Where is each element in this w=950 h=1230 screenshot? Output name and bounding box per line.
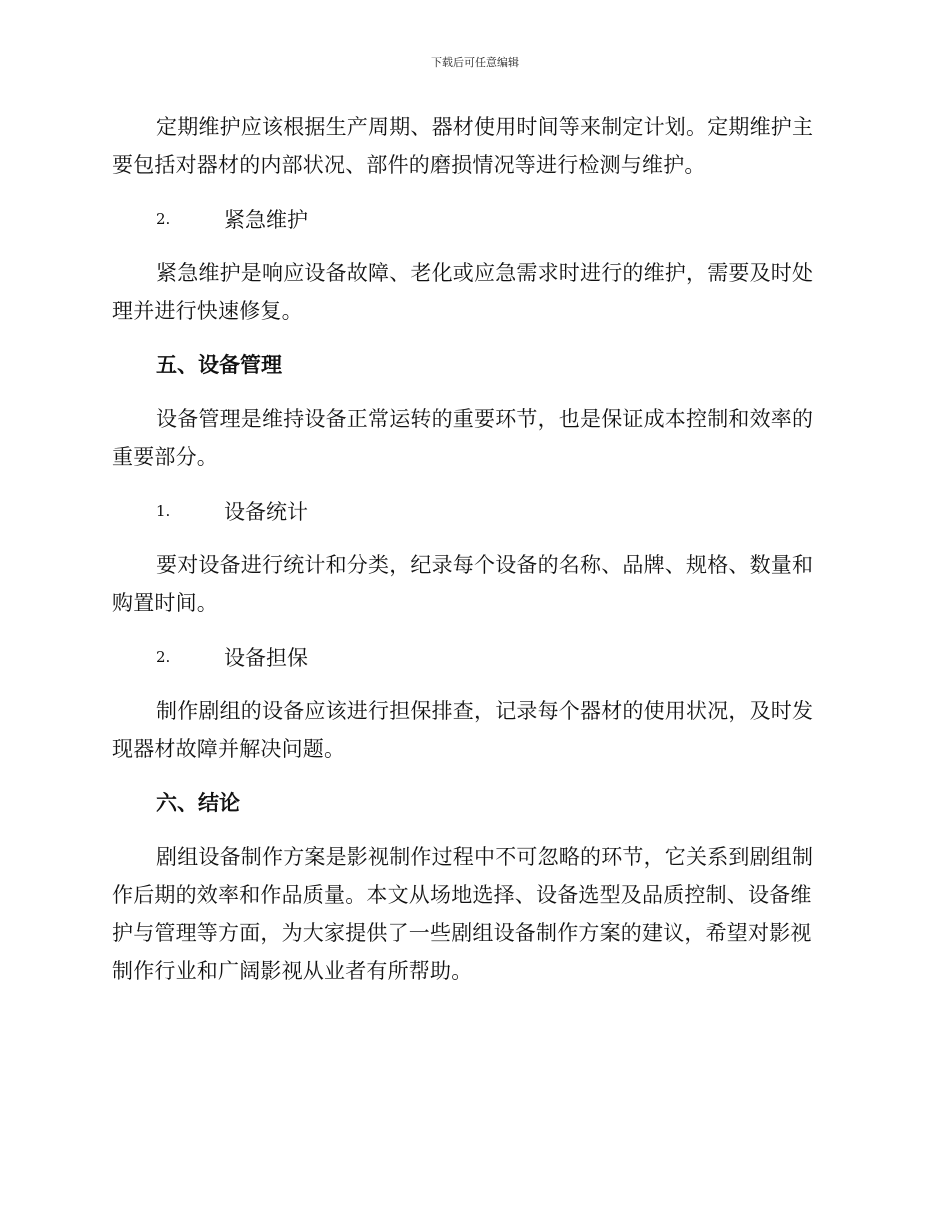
- list-item-emergency-maintenance: [112, 200, 832, 238]
- list-item-equipment-statistics: [112, 492, 832, 530]
- paragraph-equipment-statistics: 要对设备进行统计和分类，纪录每个设备的名称、品牌、规格、数量和购置时间。: [112, 553, 814, 615]
- header-note: 下载后可任意编辑: [431, 56, 519, 69]
- section-heading-equipment-management: 五、设备管理: [156, 353, 282, 377]
- paragraph-emergency-maintenance: 紧急维护是响应设备故障、老化或应急需求时进行的维护，需要及时处理并进行快速修复。: [112, 261, 814, 323]
- list-number: 2.: [156, 210, 171, 228]
- paragraph-equipment-guarantee: 制作剧组的设备应该进行担保排查，记录每个器材的使用状况，及时发现器材故障并解决问题。: [112, 699, 814, 761]
- paragraph-regular-maintenance: 定期维护应该根据生产周期、器材使用时间等来制定计划。定期维护主要包括对器材的内部状况、部件的磨损情况等进行检测与维护。: [112, 115, 814, 177]
- section-heading-conclusion: 六、结论: [156, 791, 240, 815]
- list-number: 2.: [156, 648, 171, 666]
- list-number: 1.: [156, 502, 171, 520]
- paragraph-equipment-management: 设备管理是维持设备正常运转的重要环节，也是保证成本控制和效率的重要部分。: [112, 407, 814, 469]
- list-label: 紧急维护: [224, 208, 308, 232]
- list-item-equipment-guarantee: [112, 638, 832, 676]
- list-label: 设备担保: [224, 646, 308, 670]
- document-content: [112, 108, 832, 990]
- list-label: 设备统计: [224, 500, 308, 524]
- paragraph-conclusion: 剧组设备制作方案是影视制作过程中不可忽略的环节，它关系到剧组制作后期的效率和作品质量。本文从场地选择、设备选型及品质控制、设备维护与管理等方面，为大家提供了一些剧组设备制作方案的建议，希望对影视制作行业和广阔影视从业者有所帮助。: [112, 845, 814, 983]
